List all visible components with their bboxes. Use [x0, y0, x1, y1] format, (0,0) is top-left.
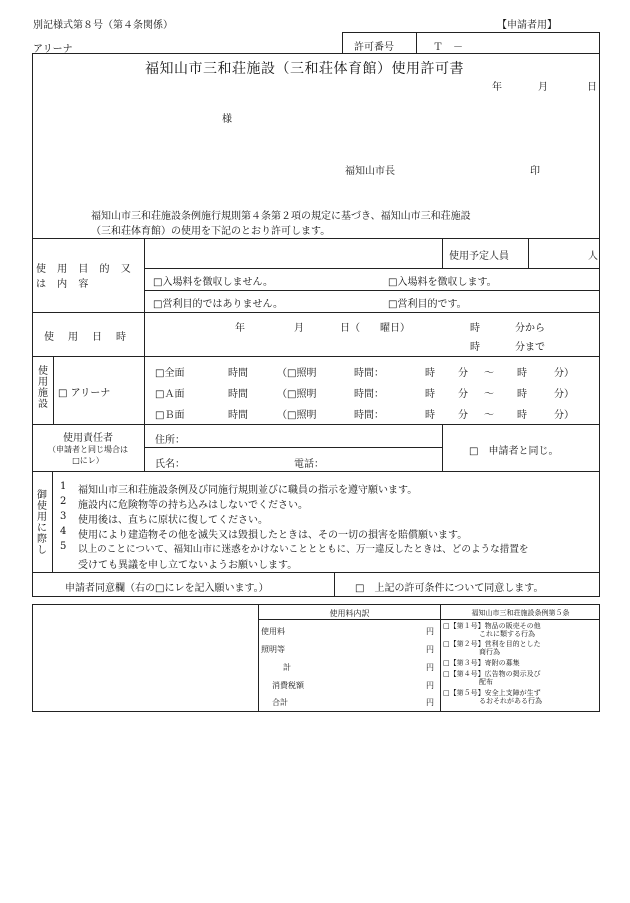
fee-row-label: 計 [283, 663, 291, 672]
arena-option[interactable]: □ アリーナ [58, 388, 111, 399]
lighting-time: 時間： [354, 389, 384, 400]
condition-text-continued: 受けても異議を申し立てないようお願いします。 [78, 560, 298, 571]
ordinance-item[interactable]: □【第２号】営利を目的とした [443, 640, 541, 648]
fee-row-label: 消費税額 [272, 681, 304, 690]
tilde: ～ [484, 410, 494, 421]
responsible-note-1: （申請者と同じ場合は [48, 445, 128, 454]
divider [144, 268, 600, 269]
tilde: ～ [484, 368, 494, 379]
condition-number: 4 [60, 526, 67, 537]
consent-label: 申請者同意欄（右の□にレを記入願います。） [65, 583, 269, 594]
divider [258, 604, 259, 712]
divider [32, 238, 600, 239]
divider [528, 238, 529, 268]
fee-row-unit: 円 [426, 663, 434, 672]
area-b[interactable]: □Ｂ面 [155, 410, 185, 421]
condition-text: 使用後は、直ちに原状に復してください。 [78, 515, 268, 526]
fee-row-unit: 円 [426, 627, 434, 636]
issuer: 福知山市長 [345, 166, 395, 177]
divider [144, 290, 600, 291]
document-title: 福知山市三和荘施設（三和荘体育館）使用許可書 [145, 61, 464, 77]
ordinance-item-continued: るおそれがある行為 [479, 697, 542, 705]
consent-option[interactable]: □ 上記の許可条件について同意します。 [355, 583, 544, 594]
condition-text: 福知山市三和荘施設条例及び同施行規則並びに職員の指示を遵守願います。 [78, 485, 418, 496]
divider [32, 471, 600, 472]
area-full[interactable]: □全面 [155, 368, 185, 379]
fee-row-unit: 円 [426, 645, 434, 654]
date-year: 年 [492, 82, 502, 93]
area-time: 時間 [228, 389, 248, 400]
datetime-month: 月 [294, 323, 304, 334]
condition-text: 以上のことについて、福知山市に迷惑をかけないこととともに、万一違反したときは、どのような措置を [78, 544, 529, 555]
hour: 時 [425, 368, 435, 379]
hour: 時 [517, 368, 527, 379]
condition-number: 1 [60, 481, 67, 492]
divider [32, 356, 600, 357]
statement-line-2: （三和荘体育館）の使用を下記のとおり許可します。 [91, 226, 331, 237]
ordinance-item[interactable]: □【第４号】広告物の掲示及び [443, 670, 541, 678]
ordinance-item-continued: これに類する行為 [479, 630, 535, 638]
minute: 分 [458, 368, 468, 379]
divider [32, 572, 600, 573]
minute: 分 [458, 389, 468, 400]
divider [144, 447, 442, 448]
hour: 時 [517, 389, 527, 400]
area-time: 時間 [228, 410, 248, 421]
non-profit-option[interactable]: □営利目的ではありません。 [153, 299, 284, 310]
ordinance-item[interactable]: □【第５号】安全上支障が生ず [443, 689, 541, 697]
lighting-option[interactable]: （□照明 [277, 389, 317, 400]
ordinance-header: 福知山市三和荘施設条例第５条 [471, 609, 570, 617]
no-entry-fee-option[interactable]: □入場料を徴収しません。 [153, 277, 274, 288]
ordinance-item[interactable]: □【第３号】寄附の募集 [443, 659, 520, 667]
divider [334, 572, 335, 597]
datetime-day-week: 日（ 曜日） [340, 323, 410, 334]
date-month: 月 [538, 82, 548, 93]
divider [32, 424, 600, 425]
lighting-time: 時間： [354, 368, 384, 379]
minute: 分） [554, 368, 574, 379]
end-hour: 時 [470, 342, 480, 353]
ordinance-item-continued: 商行為 [479, 648, 500, 656]
facility-label: 使用施設 [38, 366, 48, 410]
divider [53, 356, 54, 424]
condition-number: 3 [60, 511, 67, 522]
responsible-note-2: □にレ） [72, 456, 104, 465]
date-day: 日 [587, 82, 597, 93]
area-a[interactable]: □Ａ面 [155, 389, 185, 400]
conditions-label: 御使用に際し [37, 490, 47, 556]
address-label: 住所： [155, 435, 185, 446]
end-until: 分まで [515, 342, 545, 353]
hour: 時 [517, 410, 527, 421]
purpose-label: 使 用 目 的 又 は 内 容 [36, 264, 135, 290]
permit-number-value: Ｔ － [433, 42, 463, 53]
area-time: 時間 [228, 368, 248, 379]
profit-option[interactable]: □営利目的です。 [388, 299, 467, 310]
fee-row-unit: 円 [426, 681, 434, 690]
lighting-option[interactable]: （□照明 [277, 368, 317, 379]
responsible-label: 使用責任者 [63, 433, 113, 444]
datetime-label: 使 用 日 時 [44, 332, 128, 343]
condition-number: 2 [60, 496, 67, 507]
hour: 時 [425, 389, 435, 400]
divider [416, 32, 417, 54]
fee-row-unit: 円 [426, 698, 434, 707]
fee-row-label: 使用料 [261, 627, 285, 636]
datetime-year: 年 [235, 323, 245, 334]
phone-label: 電話： [294, 459, 324, 470]
divider [442, 424, 443, 471]
entry-fee-option[interactable]: □入場料を徴収します。 [388, 277, 497, 288]
divider [52, 471, 53, 572]
fee-row-label: 合計 [272, 698, 288, 707]
minute: 分 [458, 410, 468, 421]
minute: 分） [554, 389, 574, 400]
venue-label: アリーナ [33, 44, 73, 55]
start-hour: 時 [470, 323, 480, 334]
ordinance-item[interactable]: □【第１号】物品の販売その他 [443, 622, 541, 630]
divider [144, 238, 145, 356]
fee-row-label: 照明等 [261, 645, 285, 654]
statement-line-1: 福知山市三和荘施設条例施行規則第４条第２項の規定に基づき、福知山市三和荘施設 [91, 211, 471, 222]
condition-text: 施設内に危険物等の持ち込みはしないでください。 [78, 500, 308, 511]
minute: 分） [554, 410, 574, 421]
divider [32, 312, 600, 313]
divider [144, 356, 145, 424]
permit-number-label: 許可番号 [354, 42, 394, 53]
people-unit: 人 [588, 251, 598, 262]
start-from: 分から [515, 323, 545, 334]
divider [440, 604, 441, 712]
copy-label: 【申請者用】 [497, 20, 557, 31]
ordinance-item-continued: 配布 [479, 678, 493, 686]
tilde: ～ [484, 389, 494, 400]
form-reference: 別記様式第８号（第４条関係） [33, 20, 173, 31]
expected-people-label: 使用予定人員 [449, 251, 509, 262]
addressee-suffix: 様 [222, 114, 232, 125]
fee-breakdown-header: 使用料内訳 [329, 609, 370, 618]
seal-mark: 印 [530, 166, 540, 177]
condition-text: 使用により建造物その他を滅失又は毀損したときは、その一切の損害を賠償願います。 [78, 530, 468, 541]
hour: 時 [425, 410, 435, 421]
condition-number: 5 [60, 541, 67, 552]
lighting-option[interactable]: （□照明 [277, 410, 317, 421]
same-as-applicant-option[interactable]: □ 申請者と同じ。 [469, 446, 559, 457]
lighting-time: 時間： [354, 410, 384, 421]
name-label: 氏名： [155, 459, 185, 470]
divider [442, 238, 443, 268]
divider [258, 619, 600, 620]
